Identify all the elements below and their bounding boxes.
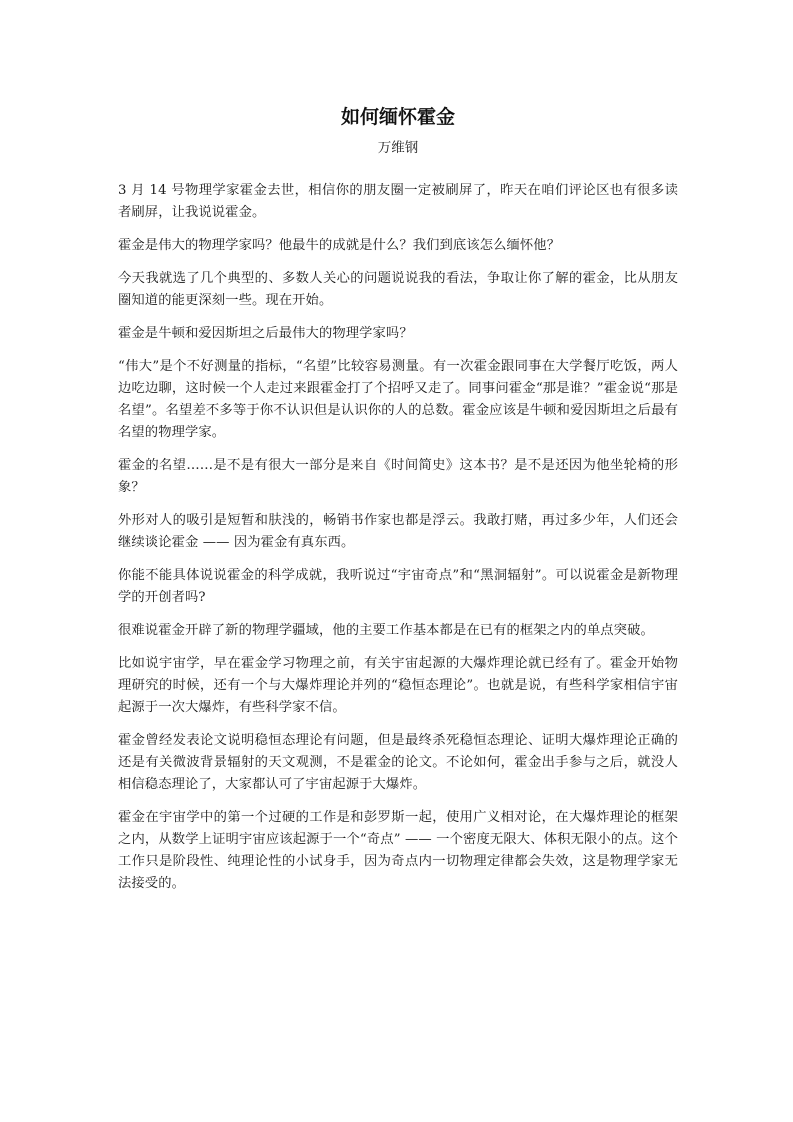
paragraph: 霍金是伟大的物理学家吗？他最牛的成就是什么？我们到底该怎么缅怀他？	[118, 238, 561, 253]
paragraph: 今天我就选了几个典型的、多数人关心的问题说说我的看法，争取让你了解的霍金，比从朋友圈知道的能更深刻一些。现在开始。	[118, 271, 678, 308]
document-author: 万维钢	[377, 140, 419, 156]
paragraph: 霍金的名望……是不是有很大一部分是来自《时间简史》这本书？是不是还因为他坐轮椅的形象？	[118, 458, 678, 495]
paragraph: “伟大”是个不好测量的指标，“名望”比较容易测量。有一次霍金跟同事在大学餐厅吃饭，两人边吃边聊，这时候一个人走过来跟霍金打了个招呼又走了。同事问霍金“那是谁？”霍金说“那是名望”。名望差不多等于你不认识但是认识你的人的总数。霍金应该是牛顿和爱因斯坦之后最有名望的物理学家。	[118, 359, 678, 440]
paragraph: 你能不能具体说说霍金的科学成就，我听说过“宇宙奇点”和“黑洞辐射”。可以说霍金是新物理学的开创者吗?	[118, 568, 678, 605]
paragraph: 很难说霍金开辟了新的物理学疆域，他的主要工作基本都是在已有的框架之内的单点突破。	[118, 623, 654, 638]
document-title: 如何缅怀霍金	[340, 106, 455, 128]
paragraph: 霍金在宇宙学中的第一个过硬的工作是和彭罗斯一起，使用广义相对论，在大爆炸理论的框架之内，从数学上证明宇宙应该起源于一个“奇点” —— 一个密度无限大、体积无限小的点。这个工作只是阶段性、纯理论性的小试身手，因为奇点内一切物理定律都会失效，这是物理学家无法接受的。	[118, 810, 678, 891]
paragraph: 外形对人的吸引是短暂和肤浅的，畅销书作家也都是浮云。我敢打赌，再过多少年，人们还会继续谈论霍金 —— 因为霍金有真东西。	[118, 513, 678, 550]
paragraph: 霍金曾经发表论文说明稳恒态理论有问题，但是最终杀死稳恒态理论、证明大爆炸理论正确的还是有关微波背景辐射的天文观测，不是霍金的论文。不论如何，霍金出手参与之后，就没人相信稳态理论了，大家都认可了宇宙起源于大爆炸。	[118, 733, 678, 792]
paragraph: 霍金是牛顿和爱因斯坦之后最伟大的物理学家吗？	[118, 326, 413, 341]
paragraph: 比如说宇宙学，早在霍金学习物理之前，有关宇宙起源的大爆炸理论就已经有了。霍金开始物理研究的时候，还有一个与大爆炸理论并列的“稳恒态理论”。也就是说，有些科学家相信宇宙起源于一次大爆炸，有些科学家不信。	[118, 656, 678, 715]
paragraph: 3 月 14 号物理学家霍金去世，相信你的朋友圈一定被刷屏了，昨天在咱们评论区也有很多读者刷屏，让我说说霍金。	[118, 183, 678, 220]
document-body	[118, 180, 678, 906]
